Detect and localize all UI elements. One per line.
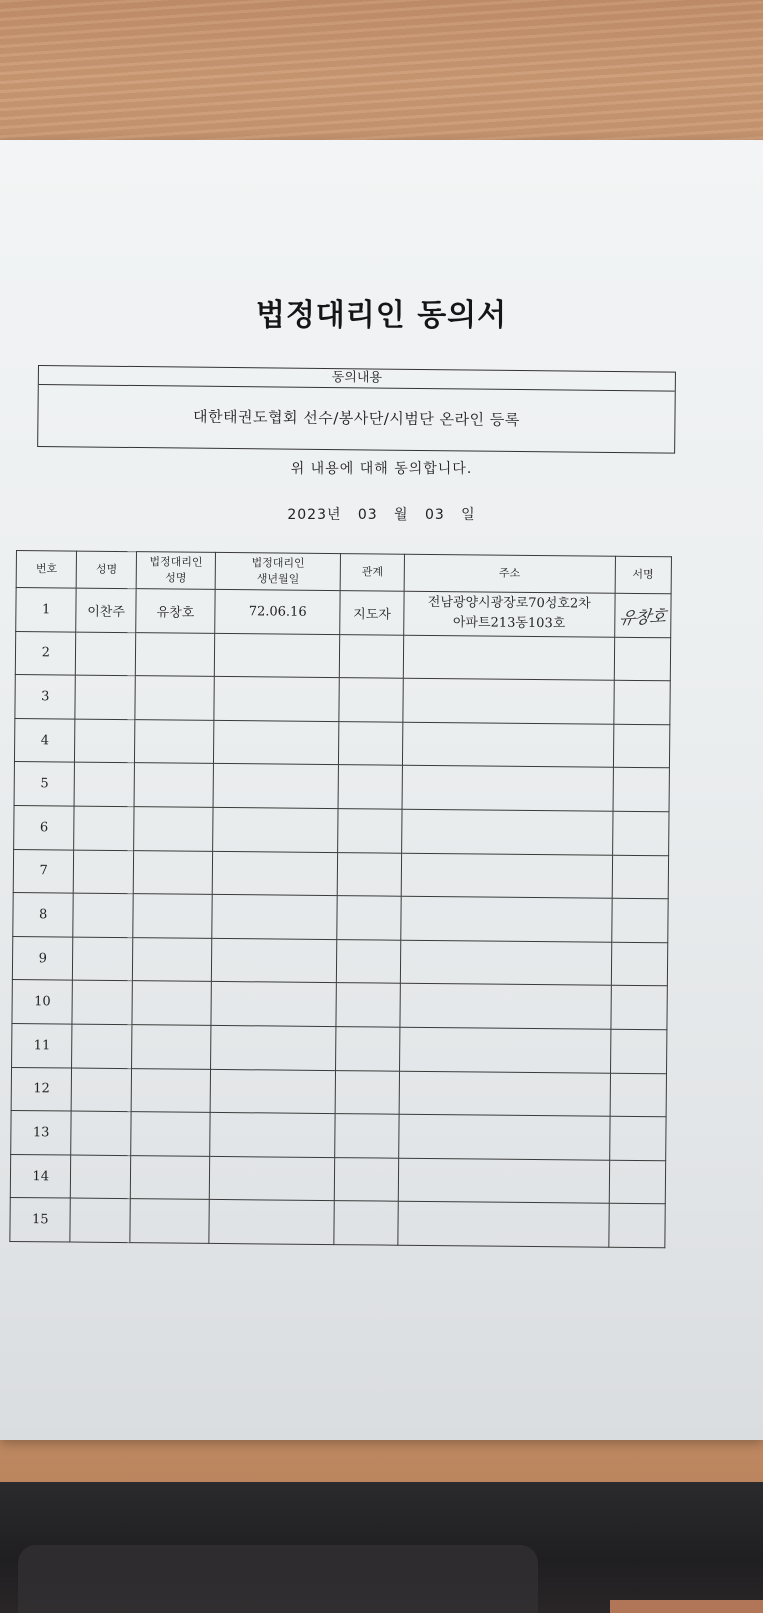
header-no: 번호	[16, 551, 77, 589]
agreement-statement: 위 내용에 대해 동의합니다.	[290, 461, 473, 477]
row-signature	[614, 593, 671, 637]
row-no: 9	[12, 936, 73, 980]
date-year: 2023년	[287, 507, 342, 523]
header-name: 성명	[77, 551, 137, 589]
row-no: 10	[12, 980, 73, 1024]
header-guardian-name-line1: 법정대리인	[149, 555, 203, 569]
row-no: 11	[12, 1023, 73, 1067]
row-name: 이찬주	[76, 588, 136, 632]
table-row	[14, 805, 669, 855]
row-address-line2: 아파트213동103호	[452, 615, 566, 632]
row-no: 5	[14, 762, 75, 806]
desk-surface-top	[0, 0, 763, 160]
row-no: 1	[16, 588, 77, 632]
table-row	[10, 1154, 665, 1204]
row-address-line1: 전남광양시광장로70성호2차	[427, 595, 591, 612]
guardian-table-wrapper	[9, 550, 672, 1256]
table-row	[15, 675, 670, 725]
header-guardian-name-line2: 성명	[165, 571, 187, 585]
header-guardian-birth-line2: 생년월일	[256, 572, 300, 586]
table-row	[13, 893, 668, 943]
date-month: 03	[357, 507, 378, 523]
row-no: 6	[14, 805, 75, 849]
header-relation: 관계	[340, 554, 404, 592]
header-guardian-birth	[215, 552, 341, 590]
guardian-table	[9, 550, 672, 1248]
table-row	[14, 718, 669, 768]
consent-form-paper	[0, 140, 763, 1440]
row-no: 14	[10, 1154, 71, 1198]
table-row	[14, 762, 669, 812]
desk-corner	[610, 1600, 763, 1613]
table-row	[10, 1198, 665, 1248]
row-no: 12	[11, 1067, 72, 1111]
row-guardian-birth: 72.06.16	[215, 589, 341, 634]
table-row	[12, 980, 667, 1030]
consent-content-box	[37, 365, 676, 454]
row-no: 13	[11, 1111, 72, 1155]
header-guardian-birth-line1: 법정대리인	[251, 556, 305, 570]
desk-object	[18, 1545, 538, 1613]
table-row	[15, 631, 670, 681]
row-no: 8	[13, 893, 74, 937]
table-row	[13, 849, 668, 899]
consent-date	[0, 504, 763, 524]
table-row	[11, 1067, 666, 1117]
consent-header: 동의내용	[39, 366, 675, 392]
row-relation: 지도자	[340, 591, 404, 635]
handwritten-signature: 유창호	[617, 606, 668, 629]
table-row	[11, 1111, 666, 1161]
row-no: 7	[13, 849, 74, 893]
row-no: 2	[15, 631, 76, 675]
header-signature: 서명	[615, 556, 672, 594]
consent-body: 대한태권도협회 선수/봉사단/시범단 온라인 등록	[193, 407, 520, 430]
date-day-unit: 일	[461, 507, 476, 523]
table-row	[12, 936, 667, 986]
header-guardian-name	[136, 552, 216, 590]
row-no: 3	[15, 675, 76, 719]
table-header-row	[16, 551, 671, 594]
table-row	[12, 1023, 667, 1073]
row-address	[404, 591, 615, 637]
date-month-unit: 월	[394, 507, 409, 523]
document-title: 법정대리인 동의서	[255, 298, 508, 333]
row-guardian-name: 유창호	[136, 589, 216, 633]
row-no: 15	[10, 1198, 71, 1242]
date-day: 03	[424, 507, 445, 523]
table-row	[16, 588, 671, 638]
header-address: 주소	[404, 554, 615, 593]
row-no: 4	[14, 718, 75, 762]
